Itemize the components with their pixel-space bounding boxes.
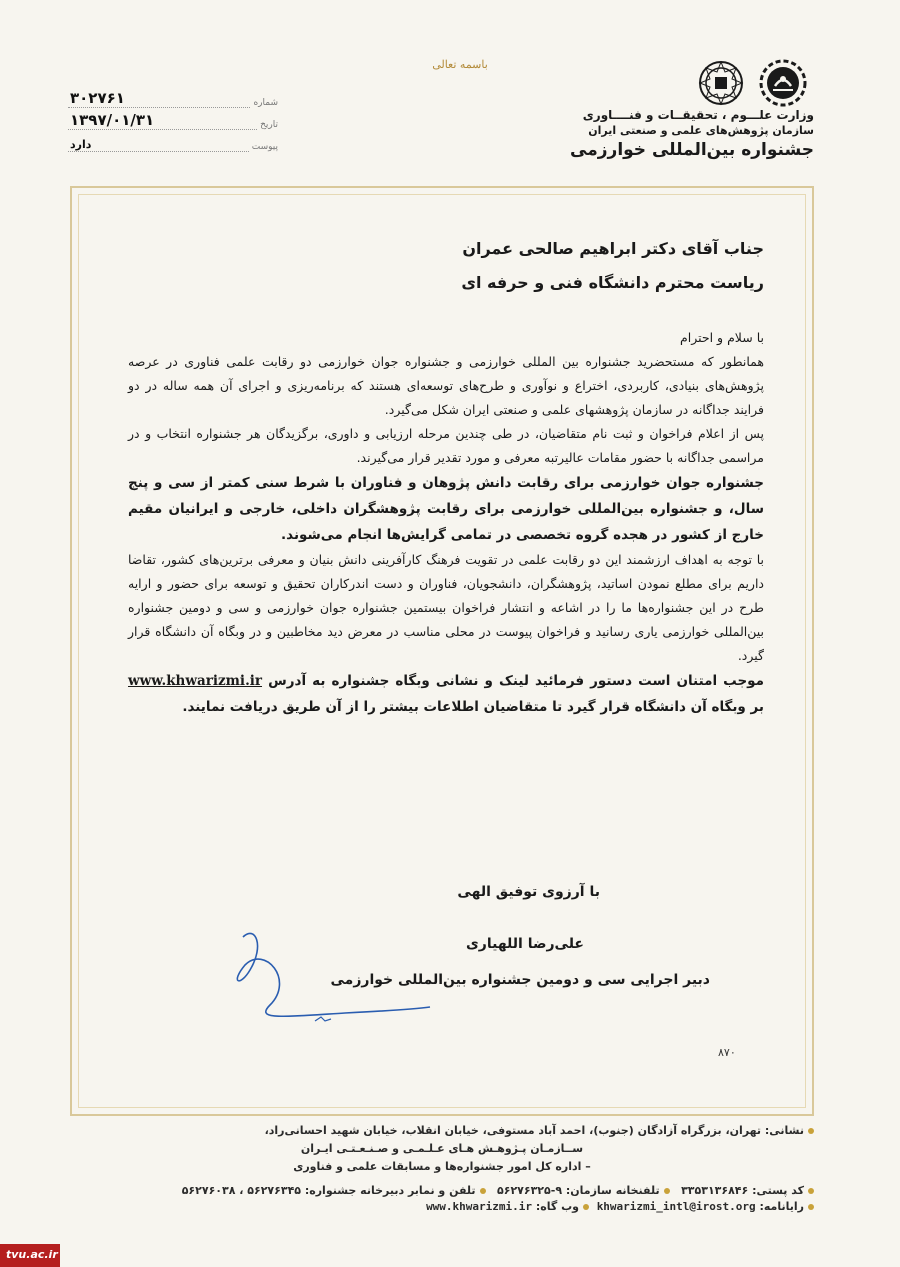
signer-name: علی‌رضا اللهیاری	[465, 936, 584, 952]
letter-date: ۱۳۹۷/۰۱/۳۱	[70, 111, 155, 129]
website-text-after: بر وبگاه آن دانشگاه قرار گیرد تا متقاضیان اطلاعات بیشتر را از آن طریق دریافت نمایند.	[182, 699, 764, 715]
badge-text: tvu.ac.ir	[6, 1248, 58, 1261]
footer-office-line: – اداره کل امور جشنواره‌ها و مسابقات علمی و فناوری	[293, 1160, 591, 1173]
rosette-logo-icon	[696, 58, 746, 108]
irost-gear-logo-icon	[758, 58, 808, 108]
footer-contacts	[72, 1182, 814, 1200]
footer-postal: کد پستی: ۳۳۵۳۱۳۶۸۴۶	[681, 1184, 804, 1197]
bullet-dot-icon	[664, 1188, 670, 1194]
letter-number: ۳۰۲۷۶۱	[70, 89, 125, 107]
footer-address-line	[70, 1122, 814, 1140]
ministry-name: وزارت علـــوم ، تحقیقــات و فنــــاوری	[582, 108, 814, 122]
paragraph-website	[128, 668, 764, 720]
meta-attachment-row	[68, 130, 278, 152]
number-label: شماره	[253, 98, 278, 108]
addressee-name: جناب آقای دکتر ابراهیم صالحی عمران	[462, 239, 764, 258]
bullet-dot-icon	[808, 1128, 814, 1134]
bismillah: باسمه تعالی	[432, 58, 488, 71]
addressee-title: ریاست محترم دانشگاه فنی و حرفه ای	[461, 273, 764, 292]
footer-org-line: ســازمـان پـژوهـش هـای عـلـمـی و صـنـعـتـی ایـران	[300, 1142, 584, 1155]
email-address[interactable]: khwarizmi_intl@irost.org	[596, 1200, 756, 1213]
closing-wish: با آرزوی توفیق الهی	[457, 884, 600, 900]
page-number: ۸۷۰	[718, 1046, 736, 1059]
bullet-dot-icon	[808, 1204, 814, 1210]
bullet-dot-icon	[583, 1204, 589, 1210]
paragraph-intro: همانطور که مستحضرید جشنواره بین المللی خوارزمی و جشنواره جوان خوارزمی دو رقابت علمی فناوری در عرصه پژوهش‌های بنیادی، کاربردی، اختراع و نوآوری و طرح‌های توسعه‌ای هستند که برنامه‌ریزی و اجرای آن همه ساله در دو فرایند جداگانه در سازمان پژوهشهای علمی و صنعتی ایران شکل می‌گیرد.	[128, 354, 764, 417]
letter-meta	[68, 86, 278, 152]
footer-fax: تلفن و نمابر دبیرخانه جشنواره: ۵۶۲۷۶۳۴۵ ، ۵۶۲۷۶۰۳۸	[181, 1184, 476, 1197]
website-link[interactable]: www.khwarizmi.ir	[128, 673, 263, 689]
footer-phone: تلفنخانه سازمان: ۹-۵۶۲۷۶۳۲۵	[497, 1184, 660, 1197]
attachment-label: پیوست	[251, 142, 278, 152]
paragraph-request: با توجه به اهداف ارزشمند این دو رقابت علمی در تقویت فرهنگ کارآفرینی دانش بنیان و معرفی برترین‌های کشور، تقاضا داریم برای مطلع نمودن اساتید، پژوهشگران، دانشجویان، فناوران و دست اندرکاران تحقیق و توسعه برای حضور و ارایه طرح در این جشنواره‌ها ما را در اشاعه و انتشار فراخوان بیستمین جشنواره جوان خوارزمی و سی و دومین جشنواره بین‌المللی خوارزمی یاری رسانید و فراخوان پیوست در محلی مناسب در معرض دید مخاطبین و در وبگاه آن دانشگاه قرار گیرد.	[128, 552, 764, 663]
footer-office: اداره کل امور جشنواره‌ها و مسابقات علمی و فناوری	[293, 1160, 582, 1173]
festival-name: جشنواره بین‌المللی خوارزمی	[570, 140, 814, 160]
website-text-before: موجب امتنان است دستور فرمائید لینک و نشانی وبگاه جشنواره به آدرس	[268, 673, 764, 689]
footer-address: نشانی: تهران، بزرگراه آزادگان (جنوب)، احمد آباد مستوفی، خیابان انقلاب، خیابان شهید احسانی‌راد،	[264, 1124, 804, 1137]
organization-header	[494, 108, 814, 162]
paragraph-festivals: جشنواره جوان خوارزمی برای رقابت دانش پژوهان و فناوران با شرط سنی کمتر از سی و پنج سال، و جشنواره بین‌المللی خوارزمی برای رقابت پژوهشگران داخلی، خارجی و ایرانیان مقیم خارج از کشور در هجده گروه تخصصی در تمامی گرایش‌ها انجام می‌شوند.	[128, 475, 764, 543]
meta-date-row	[68, 108, 278, 130]
footer-web-line	[180, 1200, 814, 1213]
irost-name: سازمان پژوهش‌های علمی و صنعتی ایران	[588, 124, 814, 137]
web-label: وب گاه:	[535, 1200, 580, 1213]
footer	[70, 1122, 814, 1176]
meta-number-row	[68, 86, 278, 108]
date-label: تاریخ	[260, 120, 278, 130]
bullet-dot-icon	[808, 1188, 814, 1194]
watermark-badge	[0, 1244, 60, 1267]
paragraph-process: پس از اعلام فراخوان و ثبت نام متقاضیان، در طی چندین مرحله ارزیابی و داوری، برگزیدگان هر جشنواره انتخاب و در مراسمی جداگانه با حضور مقامات عالیرتبه معرفی و مورد تقدیر قرار می‌گیرند.	[128, 426, 764, 465]
greeting: با سلام و احترام	[680, 330, 764, 345]
signer-title: دبیر اجرایی سی و دومین جشنواره بین‌المللی خوارزمی	[330, 972, 710, 988]
email-label: رایانامه:	[759, 1200, 804, 1213]
letter-body	[128, 232, 764, 720]
bullet-dot-icon	[480, 1188, 486, 1194]
web-address[interactable]: www.khwarizmi.ir	[426, 1200, 533, 1213]
attachment-value: دارد	[70, 138, 92, 151]
